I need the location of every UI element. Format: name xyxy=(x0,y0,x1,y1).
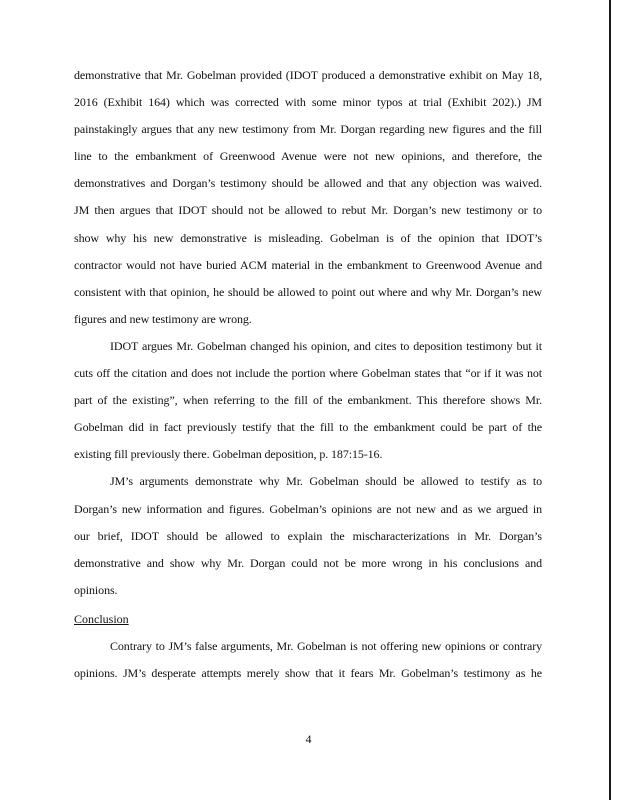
page-edge-rule xyxy=(609,0,611,800)
text-line: IDOT argues Mr. Gobelman changed his opinion, and cites to deposition testimony but it xyxy=(110,338,542,353)
text-line: demonstrative that Mr. Gobelman provided (IDOT produced a demonstrative exhibit on May 18, xyxy=(74,68,542,82)
text-line: figures and new testimony are wrong. xyxy=(74,311,252,326)
text-line: Dorgan’s new information and figures. Gobelman’s opinions are not new and as we argued in xyxy=(74,501,542,516)
text-line: painstakingly argues that any new testimony from Mr. Dorgan regarding new figures and the fill xyxy=(74,122,542,137)
section-heading-conclusion: Conclusion xyxy=(74,611,129,626)
text-line: JM then argues that IDOT should not be allowed to rebut Mr. Dorgan’s new testimony or to xyxy=(74,203,542,218)
text-line: demonstratives and Dorgan’s testimony should be allowed and that any objection was waived. xyxy=(74,176,542,191)
text-line: existing fill previously there. Gobelman deposition, p. 187:15-16. xyxy=(74,447,383,462)
text-line: cuts off the citation and does not include the portion where Gobelman states that “or if it was not xyxy=(74,366,542,381)
text-line: Contrary to JM’s false arguments, Mr. Gobelman is not offering new opinions or contrary xyxy=(110,638,542,653)
paragraph-conclusion xyxy=(74,639,542,680)
text-line: part of the existing”, when referring to the fill of the embankment. This therefore shows Mr. xyxy=(74,393,542,408)
text-line: contractor would not have buried ACM material in the embankment to Greenwood Avenue and xyxy=(74,257,542,272)
paragraph-continuation xyxy=(74,68,542,326)
text-line: our brief, IDOT should be allowed to explain the mischaracterizations in Mr. Dorgan’s xyxy=(74,528,542,543)
page-number: 4 xyxy=(305,732,312,746)
text-line: line to the embankment of Greenwood Avenue were not new opinions, and therefore, the xyxy=(74,149,542,164)
paragraph-idot-argues xyxy=(74,339,542,461)
paragraph-jm-arguments xyxy=(74,474,542,596)
text-line: 2016 (Exhibit 164) which was corrected with some minor typos at trial (Exhibit 202).) JM xyxy=(74,95,542,110)
text-line: JM’s arguments demonstrate why Mr. Gobelman should be allowed to testify as to xyxy=(110,474,542,489)
text-line: opinions. JM’s desperate attempts merely show that it fears Mr. Gobelman’s testimony as he xyxy=(74,666,542,681)
document-page xyxy=(74,68,542,693)
text-line: demonstrative and show why Mr. Dorgan could not be more wrong in his conclusions and xyxy=(74,555,542,570)
text-line: opinions. xyxy=(74,582,118,597)
text-line: Gobelman did in fact previously testify that the fill to the embankment could be part of the xyxy=(74,420,542,435)
text-line: consistent with that opinion, he should be allowed to point out where and why Mr. Dorgan’s new xyxy=(74,284,542,299)
text-line: show why his new demonstrative is misleading. Gobelman is of the opinion that IDOT’s xyxy=(74,230,542,245)
